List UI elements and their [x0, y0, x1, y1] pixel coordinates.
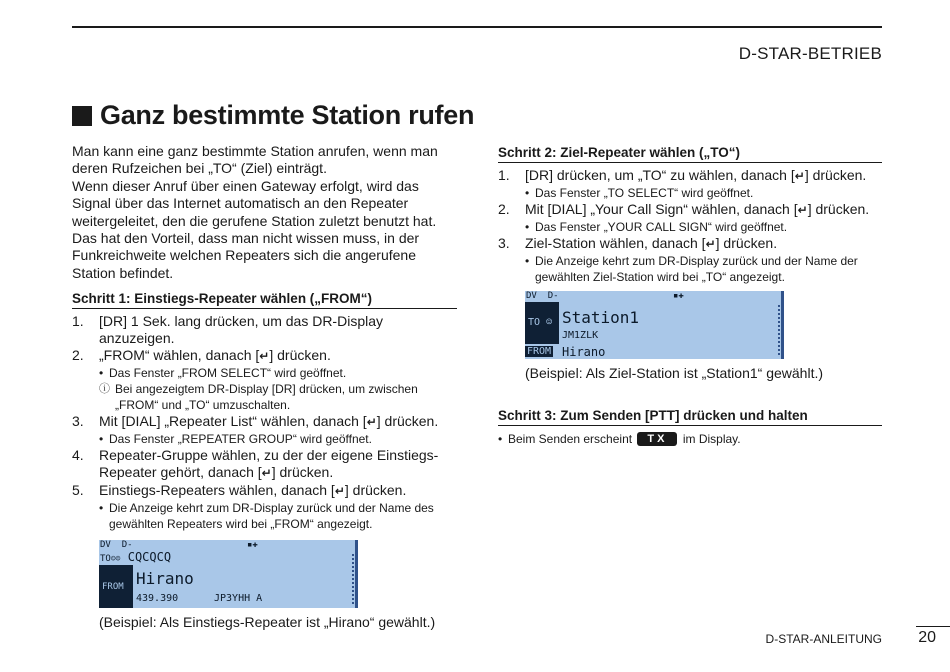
- lcd-to-label: TO: [100, 554, 111, 565]
- lcd-repeater-name: Hirano: [136, 569, 194, 589]
- item-text: ] drücken.: [807, 201, 870, 217]
- lcd-from-value: Hirano: [562, 345, 606, 359]
- footer-manual-title: D-STAR-ANLEITUNG: [765, 632, 882, 646]
- lcd-mode: DV: [100, 540, 111, 551]
- item-number: 4.: [72, 447, 84, 464]
- lcd-scale: [776, 305, 780, 355]
- list-item: [498, 201, 882, 235]
- item-number: 3.: [72, 413, 84, 430]
- bullet-icon: •: [525, 220, 530, 234]
- step2-list: [498, 167, 882, 285]
- sub-note-text: Das Fenster „YOUR CALL SIGN“ wird geöffnet.: [535, 220, 788, 234]
- sub-note-text: Die Anzeige kehrt zum DR-Display zurück und der Name der gewählten Ziel-Station wird bei „TO“ angezeigt.: [535, 254, 858, 284]
- item-text: Einstiegs-Repeaters wählen, danach [: [99, 482, 335, 499]
- item-text: [DR] drücken, um „TO“ zu wählen, danach [: [525, 167, 795, 183]
- sub-note: [525, 219, 882, 235]
- enter-key-icon: ↵: [705, 237, 716, 251]
- item-number: 2.: [498, 201, 510, 217]
- list-item: [72, 482, 457, 532]
- item-number: 5.: [72, 482, 84, 499]
- item-text: Mit [DIAL] „Your Call Sign“ wählen, danach [: [525, 201, 798, 217]
- lcd-from-label: FROM: [102, 582, 124, 593]
- sub-note: [99, 365, 457, 381]
- signal-icon: ▪✚: [247, 540, 258, 551]
- item-text: Ziel-Station wählen, danach [: [525, 235, 706, 251]
- enter-key-icon: ↵: [261, 466, 272, 481]
- page-title-text: Ganz bestimmte Station rufen: [100, 100, 475, 130]
- sub-note: [99, 431, 457, 447]
- list-item: [72, 413, 457, 447]
- lcd-status-row: [526, 291, 559, 301]
- step1-heading: Schritt 1: Einstiegs-Repeater wählen („FROM“): [72, 291, 457, 309]
- item-text: ] drücken.: [269, 347, 331, 364]
- item-text: [DR] 1 Sek. lang drücken, um das DR-Display anzuzeigen.: [99, 313, 383, 347]
- step3-note-text: im Display.: [682, 432, 741, 446]
- footer-rule: [916, 626, 950, 627]
- item-text: ] drücken.: [344, 482, 407, 499]
- list-item: [72, 347, 457, 413]
- bullet-icon: •: [498, 432, 503, 446]
- list-item: [72, 313, 457, 347]
- bullet-icon: •: [99, 501, 104, 516]
- item-number: 1.: [498, 167, 510, 183]
- step3-note-text: Beim Senden erscheint: [508, 432, 633, 446]
- lcd-mode: DV: [526, 291, 537, 301]
- enter-key-icon: ↵: [797, 203, 808, 217]
- lcd-station-name: Station1: [562, 308, 640, 327]
- item-number: 3.: [498, 235, 510, 251]
- lcd-scale: [350, 554, 354, 604]
- lcd-to-block: [525, 302, 559, 344]
- person-icon: ☺☺: [110, 554, 121, 564]
- dr-display-from: [99, 540, 358, 608]
- sub-note: [525, 253, 882, 285]
- item-number: 1.: [72, 313, 84, 330]
- list-item: [498, 235, 882, 285]
- lcd-from-block: [99, 565, 133, 608]
- lcd-to-row: [100, 550, 171, 564]
- sub-note: [525, 185, 882, 201]
- item-text: ] drücken.: [804, 167, 867, 183]
- lcd-callsign: JP3YHH A: [214, 593, 263, 605]
- enter-key-icon: ↵: [794, 169, 805, 183]
- step3-note: [498, 431, 882, 447]
- lcd-d: D-: [121, 540, 133, 551]
- item-text: ] drücken.: [715, 235, 778, 251]
- lcd-callsign: JM1ZLK: [562, 330, 599, 341]
- step2-heading: Schritt 2: Ziel-Repeater wählen („TO“): [498, 145, 882, 163]
- left-column: [72, 143, 457, 631]
- enter-key-icon: ↵: [259, 349, 270, 364]
- enter-key-icon: ↵: [334, 484, 345, 499]
- bullet-icon: •: [525, 254, 530, 268]
- page-title: [72, 100, 474, 131]
- bullet-icon: •: [99, 366, 104, 381]
- lcd-to-value: CQCQCQ: [127, 550, 172, 565]
- enter-key-icon: ↵: [366, 415, 377, 430]
- intro-paragraph: Wenn dieser Anruf über einen Gateway erfolgt, wird das Signal über das Internet automatisch an den Repeater weitergeleitet, den die gerufene Station zuletzt benutzt hat. Das hat den Vorteil, dass man nicht wissen muss, in der Funkreichweite welchen Repeaters sich die angerufene Station befindet.: [72, 177, 437, 281]
- info-note: [99, 381, 457, 413]
- lcd-to-wrap: [528, 317, 552, 328]
- list-item: [498, 167, 882, 201]
- lcd-d: D-: [547, 291, 559, 301]
- tx-indicator-icon: TX: [637, 432, 677, 446]
- sub-note-text: Die Anzeige kehrt zum DR-Display zurück und der Name des gewählten Repeaters wird bei „FROM“ angezeigt.: [109, 501, 434, 532]
- lcd-to-label: TO: [528, 317, 541, 328]
- item-text: Mit [DIAL] „Repeater List“ wählen, danach [: [99, 413, 367, 430]
- right-column: [498, 143, 882, 447]
- step1-caption: (Beispiel: Als Einstiegs-Repeater ist „Hirano“ gewählt.): [99, 614, 436, 631]
- section-header: D-STAR-BETRIEB: [738, 44, 882, 63]
- lcd-frequency: 439.390: [136, 593, 179, 605]
- list-item: [72, 447, 457, 482]
- signal-icon: ▪✚: [673, 291, 684, 301]
- item-text: Repeater-Gruppe wählen, zu der der eigene Einstiegs-Repeater gehört, danach [: [99, 447, 439, 481]
- square-bullet-icon: [72, 106, 92, 126]
- bullet-icon: •: [99, 432, 104, 447]
- person-icon: ☺: [546, 317, 553, 328]
- dr-display-to: [525, 291, 784, 359]
- sub-note: [99, 500, 457, 532]
- lcd-from-label: FROM: [527, 346, 552, 357]
- sub-note-text: Das Fenster „TO SELECT“ wird geöffnet.: [535, 186, 754, 200]
- item-number: 2.: [72, 347, 84, 364]
- info-note-text: Bei angezeigtem DR-Display [DR] drücken, um zwischen „FROM“ und „TO“ umzuschalten.: [115, 382, 418, 413]
- bullet-icon: •: [525, 186, 530, 200]
- sub-note-text: Das Fenster „FROM SELECT“ wird geöffnet.: [109, 366, 347, 381]
- page-number: 20: [918, 629, 936, 646]
- item-text: ] drücken.: [271, 464, 334, 481]
- sub-note-text: Das Fenster „REPEATER GROUP“ wird geöffnet.: [109, 432, 372, 447]
- item-text: „FROM“ wählen, danach [: [99, 347, 260, 364]
- step2-caption: (Beispiel: Als Ziel-Station ist „Station1“ gewählt.): [525, 365, 824, 381]
- item-text: ] drücken.: [376, 413, 439, 430]
- info-icon: ⓘ: [99, 383, 110, 396]
- top-rule: [72, 26, 882, 28]
- intro: [72, 143, 457, 282]
- lcd-status-row: [100, 540, 133, 550]
- step3-heading: Schritt 3: Zum Senden [PTT] drücken und halten: [498, 408, 882, 426]
- intro-paragraph: Man kann eine ganz bestimmte Station anrufen, wenn man deren Rufzeichen bei „TO“ (Ziel) einträgt.: [72, 143, 438, 177]
- step1-list: [72, 313, 457, 532]
